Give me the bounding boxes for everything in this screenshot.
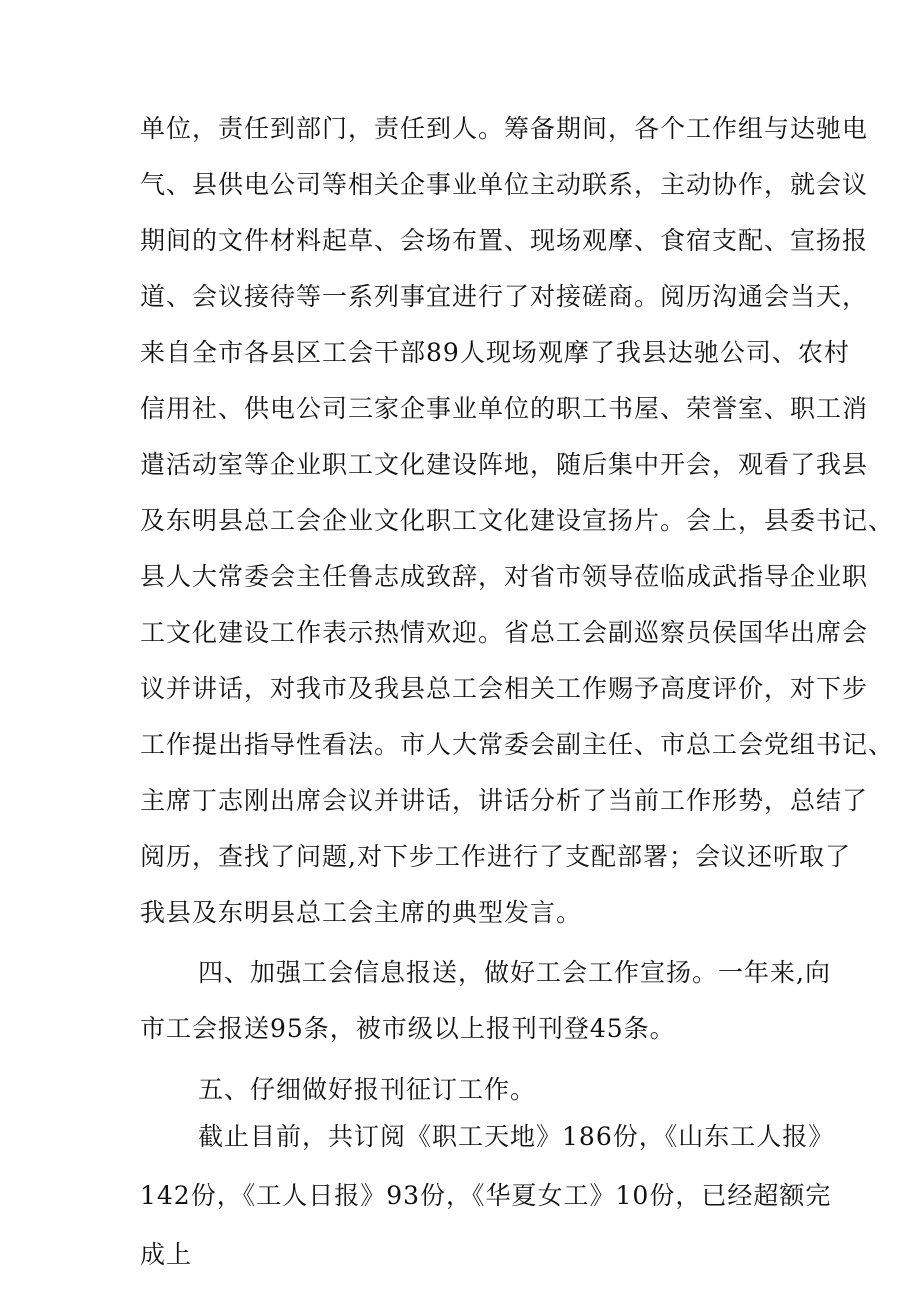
section-five-heading: 五、仔细做好报刊征订工作。 bbox=[198, 1075, 537, 1104]
section-four-line: 市工会报送95条，被市级以上报刊刊登45条。 bbox=[140, 1014, 676, 1043]
section-five-line: 142份，《工人日报》93份，《华夏女工》10份，已经超额完 bbox=[140, 1181, 832, 1210]
paragraph-line: 工文化建设工作表示热情欢迎。省总工会副巡察员侯国华出席会 bbox=[140, 618, 869, 647]
section-five-line: 成上 bbox=[140, 1240, 193, 1269]
paragraph-line: 工作提出指导性看法。市人大常委会副主任、市总工会党组书记、 bbox=[140, 730, 895, 759]
paragraph-line: 及东明县总工会企业文化职工文化建设宣扬片。会上，县委书记、 bbox=[140, 506, 895, 535]
section-five-line: 截止目前，共订阅《职工天地》186份，《山东工人报》 bbox=[198, 1122, 835, 1151]
paragraph-line: 我县及东明县总工会主席的典型发言。 bbox=[140, 898, 583, 927]
paragraph-line: 阅历，查找了问题,对下步工作进行了支配部署；会议还听取了 bbox=[140, 842, 851, 871]
paragraph-line: 议并讲话，对我市及我县总工会相关工作赐予高度评价，对下步 bbox=[140, 674, 869, 703]
paragraph-line: 遣活动室等企业职工文化建设阵地，随后集中开会，观看了我县 bbox=[140, 450, 869, 479]
paragraph-line: 道、会议接待等一系列事宜进行了对接磋商。阅历沟通会当天， bbox=[140, 282, 869, 311]
section-four-line: 四、加强工会信息报送，做好工会工作宣扬。一年来,向 bbox=[198, 958, 831, 987]
paragraph-line: 期间的文件材料起草、会场布置、现场观摩、食宿支配、宣扬报 bbox=[140, 226, 869, 255]
paragraph-line: 县人大常委会主任鲁志成致辞，对省市领导莅临成武指导企业职 bbox=[140, 562, 869, 591]
paragraph-line: 信用社、供电公司三家企事业单位的职工书屋、荣誉室、职工消 bbox=[140, 394, 869, 423]
paragraph-line: 来自全市各县区工会干部89人现场观摩了我县达驰公司、农村 bbox=[140, 338, 850, 367]
paragraph-line: 单位，责任到部门，责任到人。筹备期间，各个工作组与达驰电 bbox=[140, 114, 869, 143]
paragraph-line: 气、县供电公司等相关企事业单位主动联系，主动协作，就会议 bbox=[140, 170, 869, 199]
paragraph-line: 主席丁志刚出席会议并讲话，讲话分析了当前工作形势，总结了 bbox=[140, 786, 869, 815]
